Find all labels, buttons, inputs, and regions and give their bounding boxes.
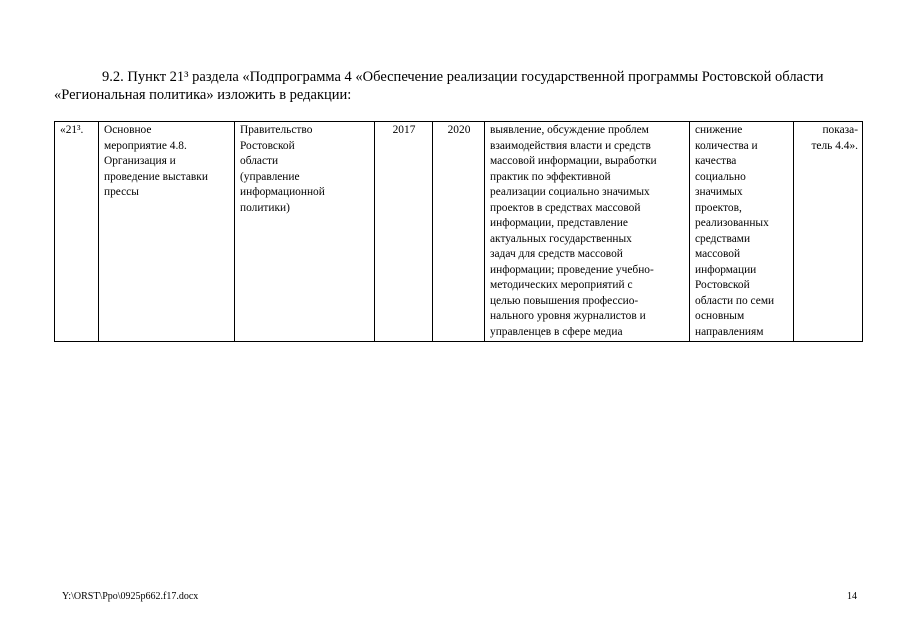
- cell-start-year: 2017: [375, 122, 433, 342]
- footer-file-path: Y:\ORST\Ppo\0925p662.f17.docx: [62, 591, 199, 602]
- table-row: [55, 122, 863, 342]
- cell-indicator: показа- тель 4.4».: [794, 122, 863, 342]
- cell-end-year: 2020: [433, 122, 485, 342]
- activity-table: [54, 121, 863, 342]
- intro-line-2: «Региональная политика» изложить в редакции:: [54, 87, 352, 103]
- cell-expected-result: выявление, обсуждение проблем взаимодействия власти и средств массовой информации, выработки практик по эффективной реализации социально значимых проектов в средствах массовой информации, представление актуальных государственных задач для средств массовой информации; проведение учебно- методических мероприятий с целью повышения профессио- нального уровня журналистов и управленцев в сфере медиа: [485, 122, 690, 342]
- cell-executor: Правительство Ростовской области (управление информационной политики): [235, 122, 375, 342]
- intro-paragraph: [54, 68, 862, 104]
- cell-activity-name: Основное мероприятие 4.8. Организация и проведение выставки прессы: [99, 122, 235, 342]
- cell-consequence: снижение количества и качества социально значимых проектов, реализованных средствами массовой информации Ростовской области по семи основным направлениям: [690, 122, 794, 342]
- footer-page-number: 14: [847, 591, 857, 602]
- intro-line-1: 9.2. Пункт 21³ раздела «Подпрограмма 4 «Обеспечение реализации государственной программы Ростовской области: [102, 69, 824, 85]
- cell-number: «21³.: [55, 122, 99, 342]
